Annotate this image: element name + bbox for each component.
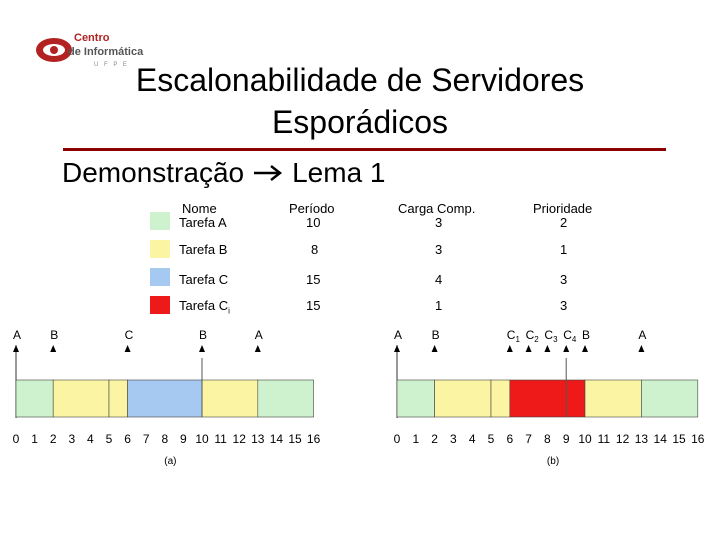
fig-a-caption: (a) [164,456,177,467]
header-period: Período [289,201,335,216]
fig-b-arrival-label: A [394,330,403,342]
fig-a-tick-label: 13 [251,432,265,446]
fig-b-segment-b [585,380,641,417]
fig-b-segment-ci [510,380,585,417]
fig-b-segment-b [435,380,491,417]
header-priority: Prioridade [533,201,593,216]
fig-a-arrival-marker-icon [125,345,131,352]
subtitle [62,155,386,191]
fig-a-tick-label: 11 [214,432,227,446]
header-load: Carga Comp. [398,201,476,216]
fig-a-tick-label: 0 [12,432,20,446]
fig-b-arrival-marker-icon [432,345,438,352]
fig-b-tick-label: 14 [653,432,667,446]
fig-a-arrival-label: A [13,330,22,342]
row-ci-load: 1 [435,298,443,313]
fig-a-tick-label: 16 [306,432,321,446]
fig-a-tick-label: 12 [232,432,246,446]
fig-a-segment-c [128,380,202,417]
fig-b-arrival-marker-icon [544,345,550,352]
fig-a-tick-label: 15 [288,432,302,446]
fig-b-arrival-label: A [638,330,647,342]
page-title-line2: Esporádicos [271,104,449,140]
fig-a-arrival-marker-icon [13,345,19,352]
fig-b-arrival-label: $C_1$ [506,330,520,344]
row-a-load: 3 [435,215,443,230]
fig-a-arrival-label: A [254,330,263,342]
fig-a-arrival-label: C [124,330,134,342]
fig-b-tick-label: 1 [412,432,420,446]
fig-b-tick-label: 7 [525,432,532,446]
fig-a-segment-b [53,380,109,417]
fig-b-tick-label: 16 [691,432,705,446]
timeline-b [385,330,715,470]
fig-b-tick-label: 11 [597,432,611,446]
row-c-load: 4 [435,272,443,287]
right-arrow-icon [252,163,284,183]
fig-b-tick-label: 10 [578,432,592,446]
color-swatch-b [150,240,170,258]
fig-b-arrival-marker-icon [394,345,400,352]
row-b-priority: 1 [560,242,568,257]
logo-mark-icon [36,38,72,62]
fig-b-arrival-label: $C_2$ [525,330,539,344]
fig-a-segment-b [109,380,128,417]
fig-b-arrival-marker-icon [582,345,588,352]
fig-b-tick-label: 12 [615,432,630,446]
color-swatch-ci [150,296,170,314]
row-b-period: 8 [311,242,319,257]
fig-b-tick-label: 9 [562,432,570,446]
fig-b-arrival-label: $C_3$ [544,330,558,344]
row-c-period: 15 [306,272,321,287]
fig-b-arrival-label: B [582,330,591,342]
fig-a-tick-label: 8 [161,432,169,446]
logo-line3: U F P E [94,62,129,68]
fig-b-tick-label: 8 [544,432,551,446]
fig-a-arrival-label: B [199,330,208,342]
fig-a-tick-label: 9 [180,432,187,446]
fig-a-segment-a [16,380,53,417]
fig-a-tick-label: 14 [269,432,284,446]
row-a-name: Tarefa A [179,215,227,230]
row-b-name: Tarefa B [179,242,228,257]
fig-a-arrival-marker-icon [50,345,56,352]
color-swatch-a [150,212,170,230]
fig-a-tick-label: 7 [142,432,150,446]
fig-b-caption: (b) [546,456,560,467]
fig-a-tick-label: 2 [49,432,57,446]
row-b-load: 3 [435,242,443,257]
fig-a-arrival-marker-icon [255,345,261,352]
row-c-priority: 3 [560,272,568,287]
fig-a-segment-b [202,380,258,417]
fig-a-tick-label: 3 [68,432,76,446]
fig-a-tick-label: 1 [31,432,38,446]
fig-a-tick-label: 10 [195,432,209,446]
fig-b-tick-label: 13 [634,432,649,446]
fig-a-tick-label: 4 [87,432,94,446]
timeline-a [8,330,338,470]
row-c-name: Tarefa C [179,272,229,287]
fig-b-segment-b [491,380,510,417]
row-ci-period: 15 [306,298,321,313]
fig-b-arrival-label: $C_4$ [563,330,577,344]
row-a-period: 10 [306,215,321,230]
fig-b-arrival-marker-icon [638,345,644,352]
fig-b-arrival-marker-icon [507,345,513,352]
fig-a-arrival-label: B [50,330,59,342]
header-name: Nome [182,201,217,216]
page-title-line1: Escalonabilidade de Servidores [135,62,585,98]
subtitle-left: Demonstração [62,157,245,188]
row-ci-priority: 3 [560,298,568,313]
fig-b-tick-label: 0 [393,432,401,446]
row-ci-name: Tarefa $C_i$ [179,298,230,316]
fig-a-arrival-marker-icon [199,345,205,352]
fig-b-tick-label: 15 [672,432,686,446]
logo-line2: de Informática [68,46,144,58]
fig-b-tick-label: 3 [450,432,457,446]
fig-b-tick-label: 2 [431,432,438,446]
fig-b-arrival-label: B [431,330,440,342]
row-a-priority: 2 [560,215,568,230]
fig-a-segment-a [258,380,314,417]
fig-b-arrival-marker-icon [563,345,569,352]
fig-b-arrival-marker-icon [526,345,532,352]
color-swatch-c [150,268,170,286]
fig-b-tick-label: 6 [506,432,514,446]
fig-b-tick-label: 4 [468,432,476,446]
fig-b-segment-a [641,380,697,417]
subtitle-right: Lema 1 [292,157,386,188]
title-divider [63,148,666,151]
fig-b-tick-label: 5 [487,432,495,446]
logo-line1: Centro [74,32,110,44]
fig-a-tick-label: 6 [124,432,131,446]
fig-b-segment-a [397,380,435,417]
fig-a-tick-label: 5 [105,432,113,446]
